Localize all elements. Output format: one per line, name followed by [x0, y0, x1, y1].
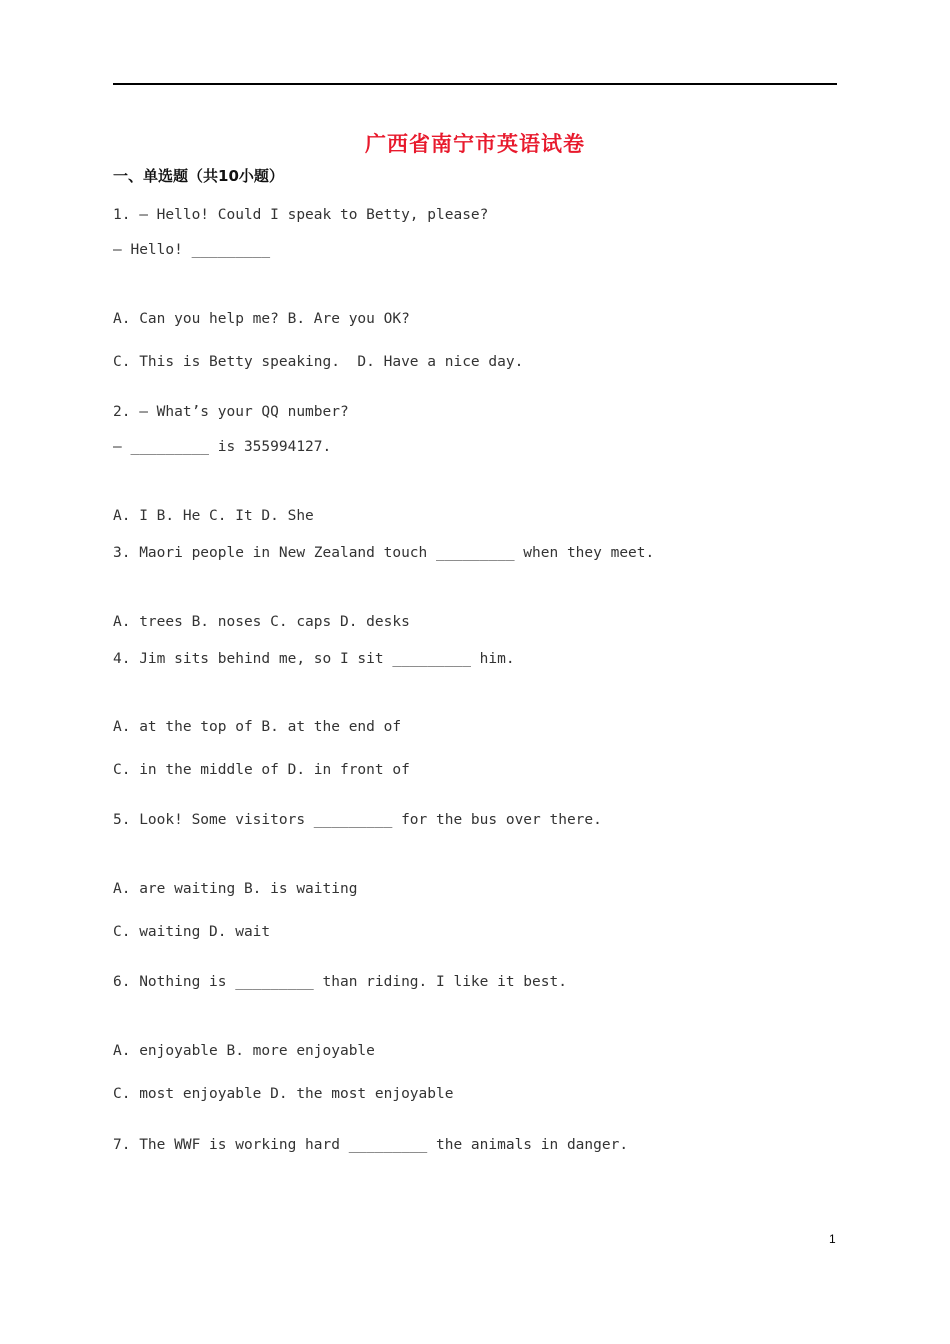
question-1-options-line-2: C. This is Betty speaking. D. Have a nice day. — [113, 354, 524, 370]
question-2-stem-line-1: 2. — What’s your QQ number? — [113, 404, 349, 420]
question-2-stem-line-2: — _________ is 355994127. — [113, 439, 332, 455]
question-6-stem-line-1: 6. Nothing is _________ than riding. I like it best. — [113, 974, 567, 990]
question-5-stem-line-1: 5. Look! Some visitors _________ for the bus over there. — [113, 812, 602, 828]
question-4-stem-line-1: 4. Jim sits behind me, so I sit _________ him. — [113, 651, 515, 667]
question-6-options-line-2: C. most enjoyable D. the most enjoyable — [113, 1086, 454, 1102]
question-1-stem-line-2: — Hello! _________ — [113, 242, 271, 258]
question-4-options-line-1: A. at the top of B. at the end of — [113, 719, 402, 735]
question-5-options-line-1: A. are waiting B. is waiting — [113, 881, 358, 897]
question-1-options-line-1: A. Can you help me? B. Are you OK? — [113, 311, 410, 327]
question-1-stem-line-1: 1. — Hello! Could I speak to Betty, please? — [113, 207, 489, 223]
question-3-stem-line-1: 3. Maori people in New Zealand touch _________ when they meet. — [113, 545, 655, 561]
question-2-options-line-1: A. I B. He C. It D. She — [113, 508, 314, 524]
question-7-stem-line-1: 7. The WWF is working hard _________ the animals in danger. — [113, 1137, 629, 1153]
question-4-options-line-2: C. in the middle of D. in front of — [113, 762, 410, 778]
question-3-options-line-1: A. trees B. noses C. caps D. desks — [113, 614, 410, 630]
header-rule — [113, 83, 837, 85]
section-heading: 一、单选题（共10小题） — [113, 167, 284, 185]
page-number: 1 — [829, 1232, 836, 1246]
page-title: 广西省南宁市英语试卷 — [365, 131, 585, 156]
question-6-options-line-1: A. enjoyable B. more enjoyable — [113, 1043, 375, 1059]
question-5-options-line-2: C. waiting D. wait — [113, 924, 271, 940]
